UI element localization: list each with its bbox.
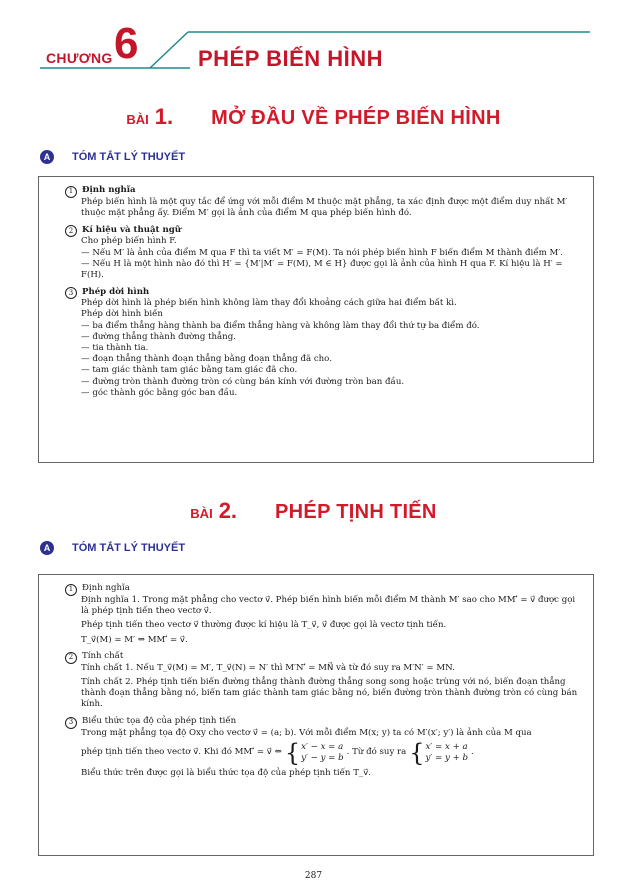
lesson-1-bai: BÀI: [126, 112, 149, 127]
item-text: .: [471, 747, 474, 758]
item-heading: Tính chất: [82, 651, 124, 662]
equation-system-1: [284, 738, 344, 767]
item-translation-properties: [65, 651, 581, 711]
circled-number: 1: [65, 584, 77, 596]
item-text: Tính chất 2. Phép tịnh tiến biến đường thẳng thành đường thẳng song song hoặc trùng với nó, biến đoạn thẳng thành đoạn thẳng bằng nó, biến tam giác thành tam giác bằng nó, biến đường tròn thành đường tròn có cùng bán kính.: [81, 677, 578, 710]
item-text: — đường tròn thành đường tròn có cùng bán kính với đường tròn ban đầu.: [81, 376, 405, 387]
circled-number: 1: [65, 186, 77, 198]
lesson-2-summary-box: [38, 574, 594, 856]
section-title: TÓM TẮT LÝ THUYẾT: [72, 151, 186, 163]
item-heading: Định nghĩa: [82, 185, 136, 196]
item-text: . Từ đó suy ra: [346, 747, 407, 758]
item-isometry: [65, 286, 581, 399]
chapter-label: CHƯƠNG: [46, 50, 113, 66]
circled-number: 3: [65, 717, 77, 729]
item-heading: Biểu thức tọa độ của phép tịnh tiến: [82, 716, 237, 727]
item-text: — tia thành tia.: [81, 343, 149, 354]
item-heading: Phép dời hình: [82, 286, 150, 297]
section-badge: A: [40, 150, 54, 164]
item-text: Biểu thức trên được gọi là biểu thức tọa độ của phép tịnh tiến T_v⃗.: [81, 767, 372, 778]
item-heading: Định nghĩa: [82, 583, 130, 594]
lesson-1-summary-box: [38, 176, 594, 463]
section-title: TÓM TẮT LÝ THUYẾT: [72, 542, 186, 554]
lesson-1-section: [40, 147, 185, 167]
equation-row: x′ = x + a: [425, 741, 468, 752]
item-text: Trong mặt phẳng tọa độ Oxy cho vectơ v⃗ = (a; b). Với mỗi điểm M(x; y) ta có M′(x′; y′) là ảnh của M qua: [81, 727, 532, 738]
item-text: — đường thẳng thành đường thẳng.: [81, 331, 236, 342]
item-translation-definition: [65, 583, 581, 646]
item-text: — Nếu H là một hình nào đó thì H′ = {M′|M′ = F(M), M ∈ H} được gọi là ảnh của hình H qua F. Kí hiệu là H′ = F(H).: [81, 258, 563, 281]
circled-number: 3: [65, 287, 77, 299]
item-heading: Kí hiệu và thuật ngữ: [82, 224, 182, 235]
section-badge: A: [40, 541, 54, 555]
item-text: Định nghĩa 1. Trong mặt phẳng cho vectơ v⃗. Phép biến hình biến mỗi điểm M thành M′ sao cho MM′⃗ = v⃗ được gọi là phép tịnh tiến theo vectơ v⃗.: [81, 595, 576, 617]
chapter-title: PHÉP BIẾN HÌNH: [198, 46, 384, 71]
item-text: Tính chất 1. Nếu T_v⃗(M) = M′, T_v⃗(N) = N′ thì M′N′⃗ = MN⃗ và từ đó suy ra M′N′ = MN.: [81, 662, 455, 673]
item-text: — Nếu M′ là ảnh của điểm M qua F thì ta viết M′ = F(M). Ta nói phép biến hình F biến điểm M thành điểm M′.: [81, 247, 563, 258]
equation-row: y′ = y + b: [425, 752, 469, 763]
page-number: 287: [304, 871, 323, 881]
system-line: [81, 738, 581, 767]
lesson-2-title: [0, 498, 627, 524]
item-text: — ba điểm thẳng hàng thành ba điểm thẳng hàng và không làm thay đổi thứ tự ba điểm đó.: [81, 320, 480, 331]
item-text: Phép dời hình là phép biến hình không làm thay đổi khoảng cách giữa hai điểm bất kì.: [81, 298, 457, 309]
equation-row: x′ − x = a: [301, 741, 344, 752]
item-definition: [65, 185, 581, 219]
item-text: — góc thành góc bằng góc ban đầu.: [81, 387, 238, 398]
item-text: Cho phép biến hình F.: [81, 236, 177, 247]
lesson-1-title: [0, 104, 627, 130]
item-text: — tam giác thành tam giác bằng tam giác đã cho.: [81, 365, 298, 376]
lesson-2-text: PHÉP TỊNH TIẾN: [275, 501, 437, 523]
item-text: phép tịnh tiến theo vectơ v⃗. Khi đó MM′⃗ = v⃗ ⇔: [81, 747, 282, 758]
lesson-1-text: MỞ ĐẦU VỀ PHÉP BIẾN HÌNH: [211, 107, 501, 129]
lesson-2-bai: BÀI: [190, 506, 213, 521]
circled-number: 2: [65, 652, 77, 664]
brace-symbol: {: [409, 738, 425, 767]
equation-row: y′ − y = b: [301, 752, 344, 763]
formula-text: T_v⃗(M) = M′ ⇔ MM′⃗ = v⃗.: [81, 634, 188, 645]
brace-symbol: {: [284, 738, 301, 767]
item-notation: [65, 224, 581, 281]
item-text: Phép tịnh tiến theo vectơ v⃗ thường được kí hiệu là T_v⃗, v⃗ được gọi là vectơ tịnh tiến.: [81, 620, 447, 631]
lesson-2-section: [40, 538, 185, 558]
chapter-number: 6: [114, 19, 139, 68]
lesson-2-number: 2.: [218, 498, 238, 523]
chapter-header-decoration: [0, 0, 627, 90]
item-text: Phép dời hình biến: [81, 309, 163, 320]
chapter-header: [0, 0, 627, 90]
lesson-1-number: 1.: [154, 104, 174, 129]
circled-number: 2: [65, 225, 77, 237]
item-text: Phép biến hình là một quy tắc để ứng với mỗi điểm M thuộc mặt phẳng, ta xác định được một điểm duy nhất M′ thuộc mặt phẳng ấy. Điểm M′ gọi là ảnh của điểm M qua phép biến hình đó.: [81, 197, 568, 219]
item-coordinate-expression: [65, 716, 581, 779]
item-text: — đoạn thẳng thành đoạn thẳng bằng đoạn thẳng đã cho.: [81, 354, 332, 365]
equation-system-2: [409, 738, 469, 767]
